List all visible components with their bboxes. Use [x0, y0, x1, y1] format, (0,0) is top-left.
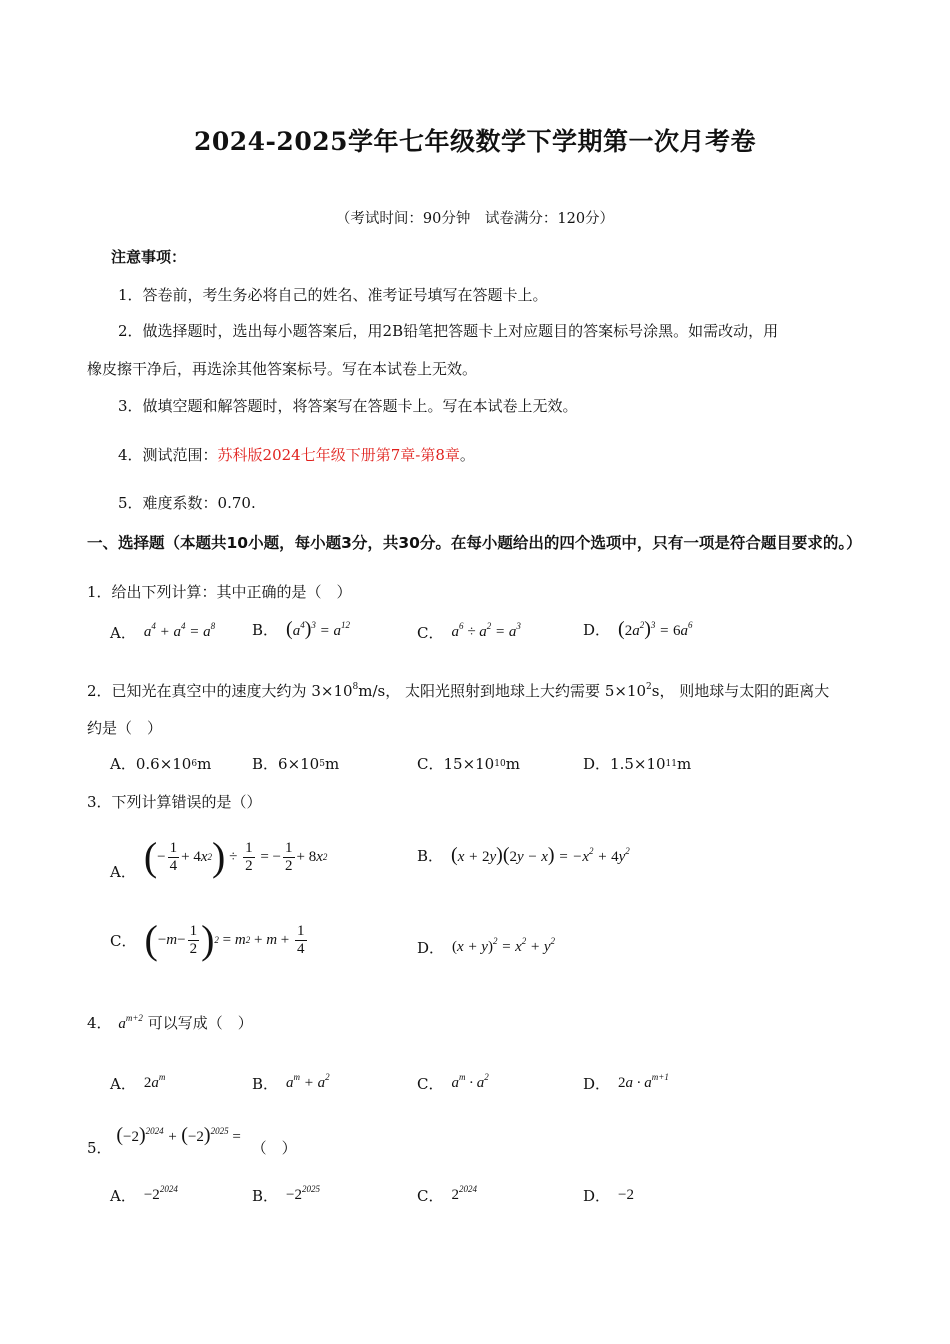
option-formula: $a^6 \div a^2 = a^3$ — [451, 621, 521, 640]
option-label: D． — [583, 1075, 611, 1093]
option-formula: $(a^4)^3 = a^{12}$ — [286, 618, 350, 640]
question-1-stem: 1．给出下列计算：其中正确的是（ ） — [87, 583, 352, 601]
option-formula: $-2^{2025}$ — [286, 1184, 320, 1203]
option-label: A． — [110, 755, 136, 773]
page-title: 2024-2025学年七年级数学下学期第一次月考卷 — [193, 127, 757, 156]
option-label: B． — [252, 621, 279, 639]
option-value: 15×10 — [443, 754, 495, 773]
stem-formula: $(-2)^{2024} + (-2)^{2025}$ = — [116, 1124, 241, 1146]
option-formula: −2 — [618, 1187, 634, 1203]
question-2-stem-continued: 约是（ ） — [87, 719, 163, 737]
option-formula: $(x + 2y)(2y - x) = -x^2 + 4y^2$ — [451, 844, 630, 866]
question-3-option-d[interactable] — [417, 937, 555, 958]
option-value: 6×10 — [278, 754, 320, 773]
option-label: C． — [417, 1075, 444, 1093]
section-heading: 一、选择题（本题共10小题，每小题3分，共30分。在每小题给出的四个选项中，只有一项是符合题目要求的。） — [87, 534, 862, 552]
option-formula: $-2^{2024}$ — [143, 1184, 178, 1203]
question-4-option-b[interactable] — [252, 1073, 330, 1094]
option-formula: $2^{2024}$ — [451, 1184, 477, 1203]
note-item-4-prefix: 4．测试范围： — [118, 446, 218, 464]
travel-time: $5\times 10^2s$， — [604, 682, 675, 700]
notes-heading: 注意事项： — [111, 248, 187, 266]
question-2-option-d[interactable]: D． 1.5×10 11 m — [583, 754, 692, 773]
question-2-stem — [87, 680, 829, 701]
option-label: D． — [583, 755, 611, 773]
option-formula: $a^m \cdot a^2$ — [451, 1072, 489, 1091]
option-formula: $2a^m$ — [143, 1072, 166, 1091]
option-label: C． — [417, 755, 444, 773]
option-formula: $2a \cdot a^{m+1}$ — [618, 1072, 669, 1091]
option-value: 0.6×10 — [135, 754, 192, 773]
note-item-4-suffix: 。 — [459, 446, 475, 464]
question-4-stem — [87, 1012, 253, 1033]
option-formula: $a^4 + a^4 = a^8$ — [143, 621, 216, 640]
stem-text: 则地球与太阳的距离大 — [679, 682, 830, 700]
option-label: D． — [417, 939, 445, 957]
stem-text: 可以写成（ ） — [147, 1014, 253, 1032]
question-5-option-a[interactable] — [110, 1185, 178, 1206]
light-speed: $3\times 10^8m/s$， — [311, 682, 401, 700]
stem-text: 太阳光照射到地球上大约需要 — [405, 682, 601, 700]
test-scope: 苏科版2024七年级下册第7章-第8章 — [217, 446, 460, 464]
note-item-4 — [118, 444, 475, 465]
question-2-option-a[interactable]: A． 0.6×10 6 m — [110, 754, 212, 773]
option-label: D． — [583, 1187, 611, 1205]
question-3-option-b[interactable] — [417, 844, 630, 867]
question-3-option-a[interactable] — [110, 822, 327, 892]
question-5-stem — [87, 1124, 297, 1158]
answer-blank: （ ） — [251, 1139, 297, 1157]
option-formula: ( − m − $\frac{1}{2}$ ) 2 = m 2 + m + $\frac{1}{4}$ — [144, 917, 305, 962]
question-4-option-d[interactable] — [583, 1073, 669, 1094]
question-1-option-a[interactable] — [110, 622, 215, 643]
option-label: C． — [417, 1187, 444, 1205]
question-number: 4． — [87, 1014, 112, 1032]
stem-text: 2．已知光在真空中的速度大约为 — [87, 682, 307, 700]
option-label: B． — [252, 1075, 279, 1093]
question-2-option-b[interactable]: B． 6×10 5 m — [252, 754, 340, 773]
question-4-option-c[interactable] — [417, 1073, 489, 1094]
question-3-stem: 3．下列计算错误的是（） — [87, 793, 262, 811]
note-item-5: 5．难度系数：0.70. — [118, 494, 256, 512]
option-label: C． — [417, 624, 444, 642]
option-label: A． — [110, 1187, 136, 1205]
question-3-option-c[interactable] — [110, 910, 309, 970]
option-label: B． — [252, 1187, 279, 1205]
stem-formula: $a^{m+2}$ — [118, 1013, 143, 1032]
option-label: B． — [417, 847, 444, 865]
question-4-option-a[interactable] — [110, 1073, 165, 1094]
option-label: C． — [110, 931, 137, 950]
note-item-2-continued: 橡皮擦干净后，再选涂其他答案标号。写在本试卷上无效。 — [87, 360, 478, 378]
question-number: 5． — [87, 1139, 112, 1157]
option-label: D． — [583, 621, 611, 639]
question-5-option-c[interactable] — [417, 1185, 477, 1206]
option-label: A． — [110, 1075, 136, 1093]
note-item-3: 3．做填空题和解答题时，将答案写在答题卡上。写在本试卷上无效。 — [118, 397, 578, 415]
question-1-option-c[interactable] — [417, 622, 521, 643]
option-label: A． — [110, 862, 136, 881]
question-1-option-b[interactable] — [252, 618, 350, 641]
note-item-2: 2．做选择题时，选出每小题答案后，用2B铅笔把答题卡上对应题目的答案标号涂黑。如需改动，用 — [118, 322, 779, 340]
question-5-option-b[interactable] — [252, 1185, 320, 1206]
exam-info: （考试时间：90分钟 试卷满分：120分） — [335, 211, 615, 227]
option-formula: $a^m + a^2$ — [286, 1072, 330, 1091]
question-1-option-d[interactable] — [583, 618, 693, 641]
option-formula: ( − $\frac{1}{4}$ + 4 x 2 ) ÷ $\frac{1}{2}$ = − $\frac{1}{2}$ + 8 x 2 — [143, 834, 328, 879]
option-value: 1.5×10 — [610, 754, 666, 773]
option-formula: $(2a^2)^3 = 6a^6$ — [618, 618, 693, 640]
note-item-1: 1．答卷前，考生务必将自己的姓名、准考证号填写在答题卡上。 — [118, 286, 548, 304]
option-label: A． — [110, 624, 136, 642]
question-2-option-c[interactable]: C． 15×10 10 m — [417, 754, 520, 773]
option-formula: $(x + y)^2 = x^2 + y^2$ — [452, 936, 556, 955]
option-label: B． — [252, 755, 279, 773]
question-5-option-d[interactable] — [583, 1185, 634, 1206]
